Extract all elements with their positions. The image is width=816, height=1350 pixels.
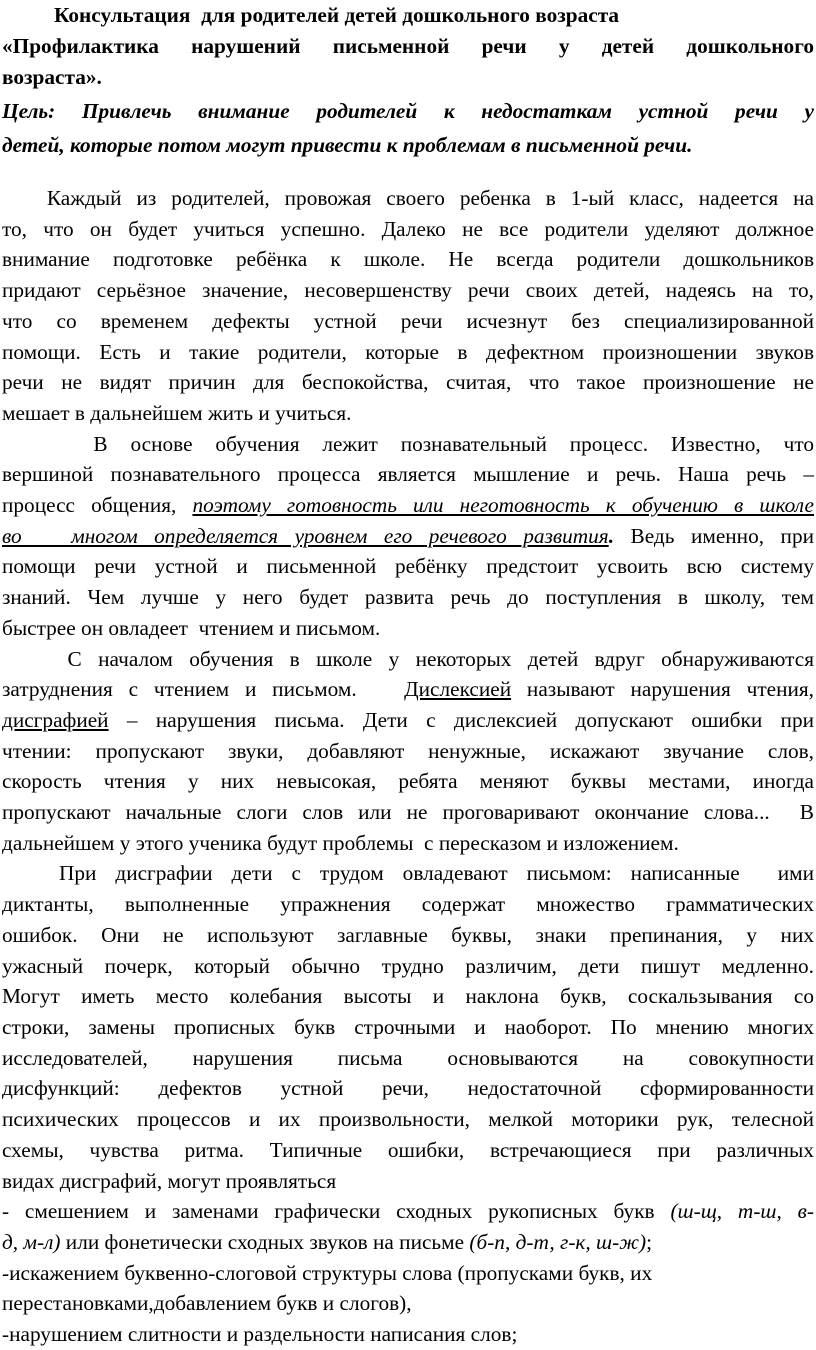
p1-line: что со временем дефекты устной речи исчезнут без специализированной: [2, 308, 814, 333]
p2-emphasis: во многом определяется уровнем его речевого развития: [2, 523, 609, 548]
paragraph-4: [2, 858, 814, 1196]
list-example: д, м-л): [2, 1229, 61, 1254]
p2-text: процесс общения,: [2, 493, 193, 518]
p1-line: мешает в дальнейшем жить и учиться.: [2, 400, 352, 425]
list-item-line: [2, 1196, 814, 1227]
p4-line: строки, замены прописных букв строчными и наоборот. По мнению многих: [2, 1014, 814, 1039]
paragraph-3: [2, 644, 814, 859]
p4-line: диктанты, выполненные упражнения содержат множество грамматических: [2, 892, 814, 917]
p1-line: Каждый из родителей, провожая своего ребенка в 1-ый класс, надеется на: [2, 186, 814, 210]
list-item-line: -искажением буквенно-слоговой структуры слова (пропусками букв, их: [2, 1260, 653, 1285]
p3-text: – нарушения письма. Дети с дислексией допускают ошибки при: [108, 707, 814, 732]
goal-line-2: детей, которые потом могут привести к проблемам в письменной речи.: [2, 133, 693, 157]
p2-line: быстрее он овладеет чтением и письмом.: [2, 615, 381, 640]
p3-line: пропускают начальные слоги слов или не проговаривают окончание слова... В: [2, 800, 814, 825]
p4-line: исследователей, нарушения письма основываются на совокупности: [2, 1045, 814, 1070]
doc-title-line-1: Консультация для родителей детей дошкольного возраста: [54, 3, 620, 27]
p1-line: помощи. Есть и такие родители, которые в дефектном произношении звуков: [2, 339, 814, 364]
p4-line: психических процессов и их произвольности, мелкой моторики рук, телесной: [2, 1107, 814, 1132]
error-types-list: [2, 1196, 814, 1350]
p1-line: то, что он будет учиться успешно. Далеко не все родители уделяют должное: [2, 216, 814, 241]
p3-text: называют нарушения чтения,: [511, 677, 815, 702]
p1-line: придают серьёзное значение, несовершенству речи своих детей, надеясь на то,: [2, 278, 814, 303]
p2-line: [2, 521, 814, 552]
p1-line: речи не видят причин для беспокойства, считая, что такое произношение не: [2, 370, 814, 395]
p4-line: ужасный почерк, который обычно трудно различим, дети пишут медленно.: [2, 953, 814, 978]
term-dyslexia: Дислексией: [404, 677, 512, 702]
term-dysgraphia: дисграфией: [2, 707, 109, 732]
list-item-line: перестановками,добавлением букв и слогов),: [2, 1291, 412, 1316]
p2-line: [2, 490, 814, 521]
p2-line: вершиной познавательного процесса является мышление и речь. Наша речь –: [2, 462, 814, 487]
p2-line: знаний. Чем лучше у него будет развита речь до поступления в школу, тем: [2, 585, 814, 610]
p3-line: дальнейшем у этого ученика будут проблемы с пересказом и изложением.: [2, 830, 679, 855]
p2-line: помощи речи устной и письменной ребёнку предстоит усвоить всю систему: [2, 554, 814, 579]
p4-line: дисфункций: дефектов устной речи, недостаточной сформированности: [2, 1076, 814, 1101]
p3-text: затруднения с чтением и письмом.: [2, 677, 405, 702]
list-text: ;: [646, 1229, 653, 1254]
list-item-line: -нарушением слитности и раздельности написания слов;: [2, 1322, 518, 1347]
goal-statement: [2, 94, 814, 162]
p2-period: .: [608, 523, 615, 548]
p2-line: В основе обучения лежит познавательный процесс. Известно, что: [2, 431, 814, 456]
p3-line: [2, 674, 814, 705]
p1-line: внимание подготовке ребёнка к школе. Не всегда родители дошкольников: [2, 247, 814, 272]
list-example: (б-п, д-т, г-к, ш-ж): [469, 1229, 647, 1254]
p4-line: При дисграфии дети с трудом овладевают письмом: написанные ими: [2, 861, 814, 886]
p4-line: ошибок. Они не используют заглавные буквы, знаки препинания, у них: [2, 922, 814, 947]
list-item-line: [2, 1227, 814, 1258]
p3-line: С началом обучения в школе у некоторых детей вдруг обнаруживаются: [2, 646, 814, 671]
doc-title-line-2: «Профилактика нарушений письменной речи у детей дошкольного: [2, 34, 814, 58]
list-text: - смешением и заменами графически сходных рукописных букв: [2, 1199, 671, 1224]
list-example: (ш-щ, т-ш, в-: [670, 1199, 814, 1224]
p2-emphasis: поэтому готовность или неготовность к обучению в школе: [192, 493, 814, 518]
list-text: или фонетически сходных звуков на письме: [60, 1229, 470, 1254]
p2-text: Ведь именно, при: [614, 523, 814, 548]
doc-title-line-3: возраста».: [2, 65, 102, 89]
p4-line: схемы, чувства ритма. Типичные ошибки, встречающиеся при различных: [2, 1137, 814, 1162]
p3-line: чтении: пропускают звуки, добавляют ненужные, искажают звучание слов,: [2, 738, 814, 763]
p4-line: Могут иметь место колебания высоты и наклона букв, соскальзывания со: [2, 984, 814, 1009]
p4-line: видах дисграфий, могут проявляться: [2, 1168, 337, 1193]
goal-line-1: Цель: Привлечь внимание родителей к недостаткам устной речи у: [2, 99, 814, 123]
p3-line: [2, 705, 814, 736]
paragraph-2: [2, 429, 814, 644]
p3-line: скорость чтения у них невысокая, ребята меняют буквы местами, иногда: [2, 769, 814, 794]
paragraph-1: [2, 183, 814, 429]
